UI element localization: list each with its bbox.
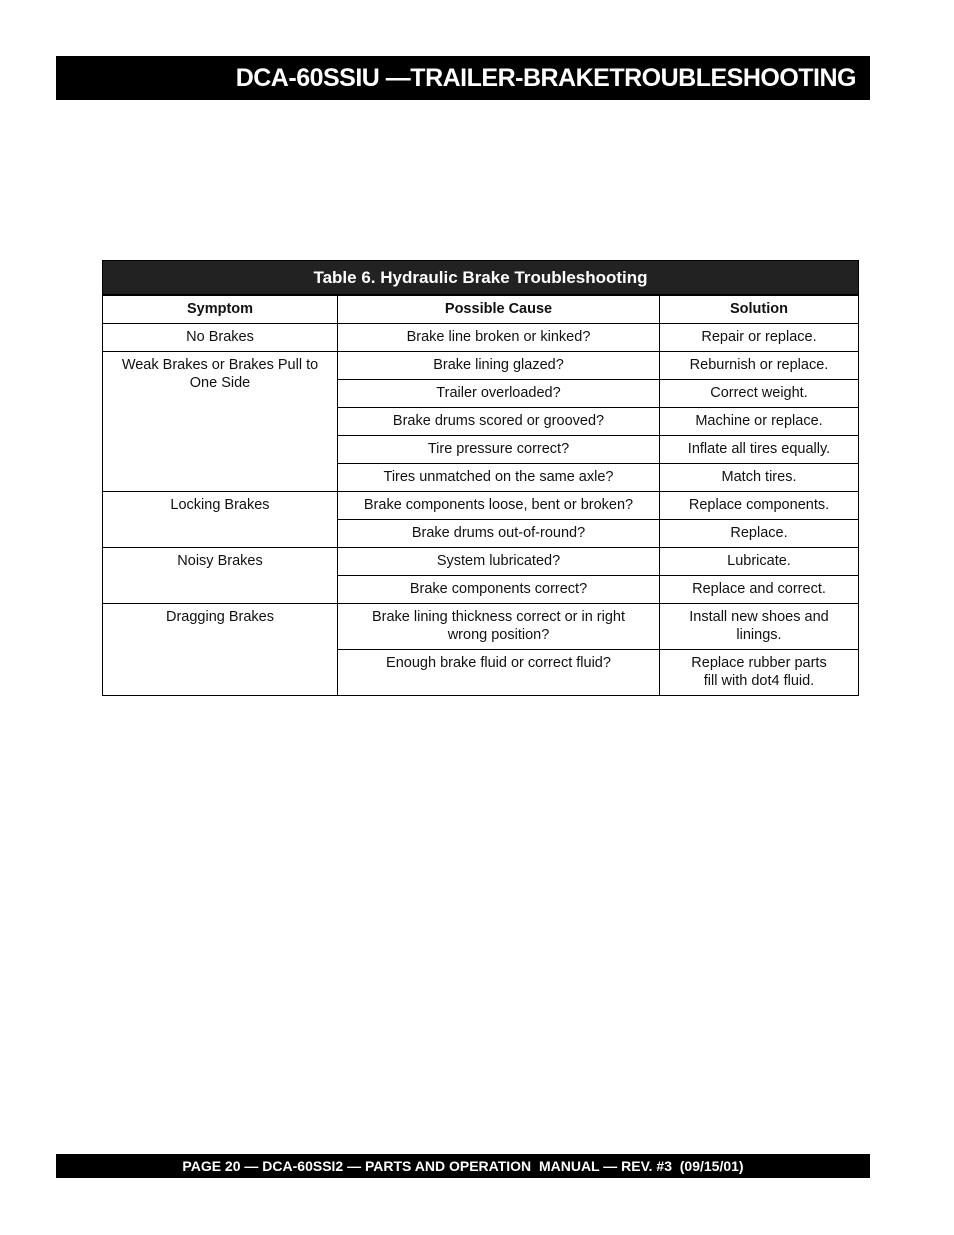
table-row xyxy=(103,492,859,520)
cause-cell: Brake lining thickness correct or in right wrong position? xyxy=(338,604,660,650)
troubleshooting-table xyxy=(102,260,859,696)
cause-cell: Tires unmatched on the same axle? xyxy=(338,464,660,492)
solution-cell: Install new shoes and linings. xyxy=(660,604,859,650)
solution-cell: Replace components. xyxy=(660,492,859,520)
solution-cell: Repair or replace. xyxy=(660,324,859,352)
solution-cell: Replace. xyxy=(660,520,859,548)
symptom-cell: Noisy Brakes xyxy=(103,548,338,604)
solution-cell: Lubricate. xyxy=(660,548,859,576)
symptom-cell: Dragging Brakes xyxy=(103,604,338,696)
column-header-symptom: Symptom xyxy=(103,296,338,324)
cause-cell: Brake components correct? xyxy=(338,576,660,604)
solution-cell: Replace and correct. xyxy=(660,576,859,604)
column-header-cause: Possible Cause xyxy=(338,296,660,324)
table-caption: Table 6. Hydraulic Brake Troubleshooting xyxy=(102,260,859,295)
footer-text: PAGE 20 — DCA-60SSI2 — PARTS AND OPERATION MANUAL — REV. #3 (09/15/01) xyxy=(182,1158,744,1174)
page-title: DCA-60SSIU —TRAILER-BRAKETROUBLESHOOTING xyxy=(235,63,856,92)
cause-cell: Brake line broken or kinked? xyxy=(338,324,660,352)
cause-cell: Brake lining glazed? xyxy=(338,352,660,380)
cause-cell: Enough brake fluid or correct fluid? xyxy=(338,650,660,696)
cause-cell: Trailer overloaded? xyxy=(338,380,660,408)
table-row xyxy=(103,324,859,352)
solution-cell: Replace rubber parts fill with dot4 fluid. xyxy=(660,650,859,696)
symptom-cell: No Brakes xyxy=(103,324,338,352)
table-header-row xyxy=(103,296,859,324)
symptom-cell: Weak Brakes or Brakes Pull to One Side xyxy=(103,352,338,492)
solution-cell: Machine or replace. xyxy=(660,408,859,436)
cause-cell: Tire pressure correct? xyxy=(338,436,660,464)
cause-cell: Brake components loose, bent or broken? xyxy=(338,492,660,520)
symptom-cell: Locking Brakes xyxy=(103,492,338,548)
column-header-solution: Solution xyxy=(660,296,859,324)
cause-cell: Brake drums out-of-round? xyxy=(338,520,660,548)
cause-cell: System lubricated? xyxy=(338,548,660,576)
solution-cell: Match tires. xyxy=(660,464,859,492)
cause-cell: Brake drums scored or grooved? xyxy=(338,408,660,436)
solution-cell: Reburnish or replace. xyxy=(660,352,859,380)
solution-cell: Correct weight. xyxy=(660,380,859,408)
page-footer xyxy=(56,1154,870,1178)
solution-cell: Inflate all tires equally. xyxy=(660,436,859,464)
table-row xyxy=(103,352,859,380)
table-row xyxy=(103,604,859,650)
table-row xyxy=(103,548,859,576)
page-title-bar xyxy=(56,56,870,100)
